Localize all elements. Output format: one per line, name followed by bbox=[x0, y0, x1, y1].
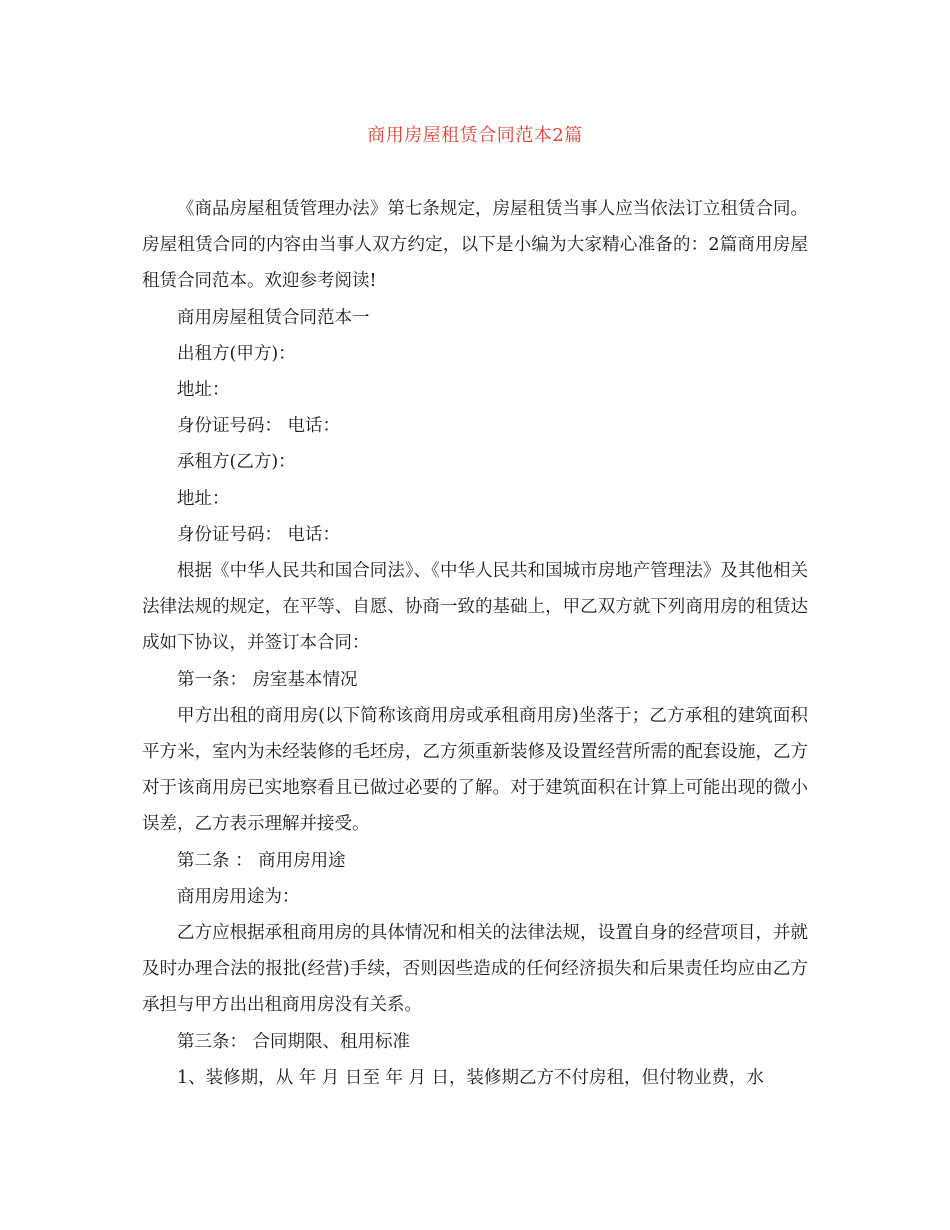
paragraph-lessor-id-phone: 身份证号码： 电话： bbox=[177, 416, 341, 437]
paragraph-contract-one-heading: 商用房屋租赁合同范本一 bbox=[177, 307, 370, 328]
paragraph-article-2-body: 乙方应根据承租商用房的具体情况和相关的法律法规，设置自身的经营项目，并就及时办理合法的报批(经营)手续，否则因些造成的任何经济损失和后果责任均应由乙方承担与甲方出出租商用房没有关系。 bbox=[142, 923, 808, 1016]
paragraph-article-1-body: 甲方出租的商用房(以下简称该商用房或承租商用房)坐落于；乙方承租的建筑面积 平方米，室内为未经装修的毛坯房，乙方须重新装修及设置经营所需的配套设施，乙方对于该商用房已实地察看且已做过必要的了解。对于建筑面积在计算上可能出现的微小误差，乙方表示理解并接受。 bbox=[142, 705, 808, 835]
document-title: 商用房屋租赁合同范本2篇 bbox=[367, 125, 583, 146]
paragraph-lessor: 出租方(甲方)： bbox=[177, 343, 296, 364]
paragraph-article-2-use: 商用房用途为： bbox=[177, 886, 300, 907]
paragraph-lessee-id-phone: 身份证号码： 电话： bbox=[177, 524, 341, 545]
paragraph-article-3-heading: 第三条： 合同期限、租用标准 bbox=[177, 1031, 411, 1052]
paragraph-article-2-heading: 第二条 ： 商用房用途 bbox=[177, 850, 346, 871]
paragraph-lessee: 承租方(乙方)： bbox=[177, 452, 296, 473]
paragraph-lessee-address: 地址： bbox=[177, 488, 230, 509]
document-body bbox=[142, 191, 808, 1096]
paragraph-lessor-address: 地址： bbox=[177, 380, 230, 401]
paragraph-legal-basis: 根据《中华人民共和国合同法》、《中华人民共和国城市房地产管理法》及其他相关法律法规的规定，在平等、自愿、协商一致的基础上，甲乙双方就下列商用房的租赁达成如下协议，并签订本合同： bbox=[142, 561, 808, 654]
paragraph-article-3-item-1: 1、装修期，从 年 月 日至 年 月 日，装修期乙方不付房租，但付物业费，水 bbox=[177, 1067, 765, 1088]
paragraph-intro: 《商品房屋租赁管理办法》第七条规定，房屋租赁当事人应当依法订立租赁合同。房屋租赁合同的内容由当事人双方约定，以下是小编为大家精心准备的：2篇商用房屋租赁合同范本。欢迎参考阅读! bbox=[142, 199, 808, 292]
paragraph-article-1-heading: 第一条： 房室基本情况 bbox=[177, 669, 358, 690]
